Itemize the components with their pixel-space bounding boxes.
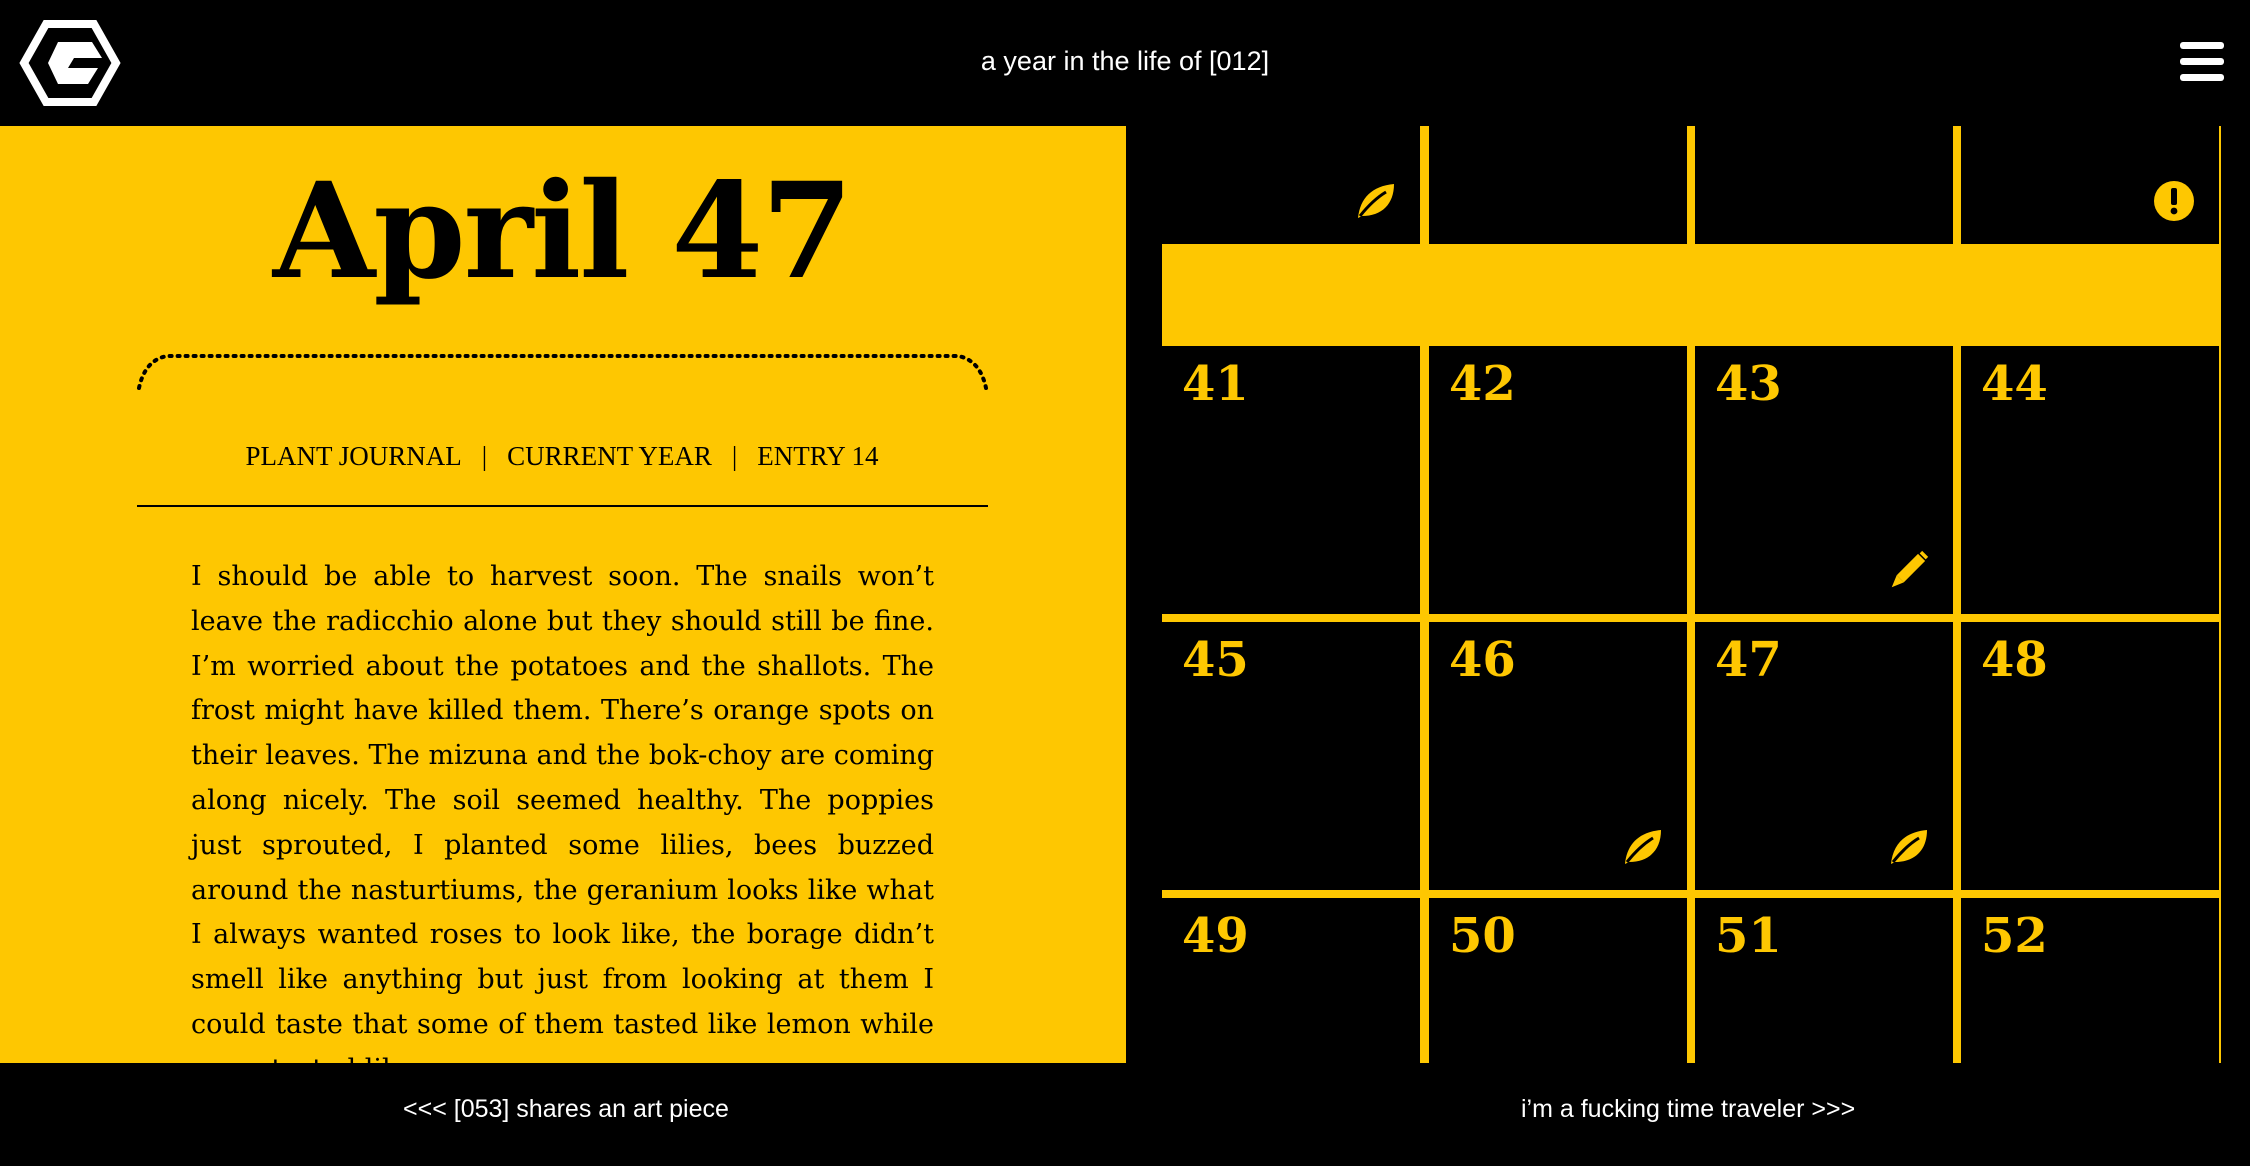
- gutter-right: [2221, 126, 2250, 1063]
- calendar-day-48[interactable]: [1961, 622, 2219, 890]
- day-number: 42: [1449, 356, 1516, 412]
- calendar-grid: [1162, 126, 2221, 1063]
- calendar-day-45[interactable]: [1162, 622, 1420, 890]
- calendar-day-44[interactable]: [1961, 346, 2219, 614]
- calendar-day-43[interactable]: [1695, 346, 1953, 614]
- meta-rule: [137, 505, 988, 507]
- exclamation-icon: [2153, 180, 2195, 222]
- day-number: 48: [1981, 632, 2048, 688]
- meta-entry: ENTRY 14: [757, 441, 879, 471]
- day-number: 47: [1715, 632, 1782, 688]
- gutter: [1126, 126, 1162, 1063]
- meta-journal: PLANT JOURNAL: [245, 441, 462, 471]
- prev-entry-link[interactable]: <<< [053] shares an art piece: [403, 1095, 729, 1123]
- day-number: 50: [1449, 908, 1516, 964]
- entry-body: I should be able to harvest soon. The snails won’t leave the radicchio alone but they should still be fine. I’m worried about the potatoes and the shallots. The frost might have killed them. There’s orange spots on their leaves. The mizuna and the bok-choy are coming along nicely. The soil seemed healthy. The poppies just sprouted, I planted some lilies, bees buzzed around the nasturtiums, the geranium looks like what I always wanted roses to look like, the borage didn’t smell like anything but just from looking at them I could taste that some of them tasted like lemon while: [191, 561, 934, 1040]
- entry-panel: [0, 126, 1124, 1063]
- leaf-icon: [1354, 180, 1396, 222]
- leaf-icon: [1887, 826, 1929, 868]
- day-number: 41: [1182, 356, 1249, 412]
- day-number: 46: [1449, 632, 1516, 688]
- hamburger-menu-icon[interactable]: [2180, 42, 2224, 82]
- day-number: 43: [1715, 356, 1782, 412]
- site-title: a year in the life of [012]: [980, 46, 1270, 76]
- calendar-day-42[interactable]: [1429, 346, 1687, 614]
- entry-meta: [0, 441, 1124, 472]
- meta-year: CURRENT YEAR: [507, 441, 712, 471]
- entry-title: April 47: [272, 154, 852, 309]
- calendar-day-41[interactable]: [1162, 346, 1420, 614]
- next-entry-link[interactable]: i’m a fucking time traveler >>>: [1521, 1095, 1856, 1123]
- day-number: 49: [1182, 908, 1249, 964]
- meta-separator: |: [731, 441, 738, 471]
- calendar-day-47[interactable]: [1695, 622, 1953, 890]
- pencil-icon: [1887, 550, 1929, 592]
- footer: [0, 1063, 2250, 1154]
- dotted-divider: [137, 352, 988, 390]
- calendar-day-46[interactable]: [1429, 622, 1687, 890]
- header: [0, 0, 2250, 126]
- day-number: 51: [1715, 908, 1782, 964]
- day-number: 44: [1981, 356, 2048, 412]
- day-number: 52: [1981, 908, 2048, 964]
- day-number: 45: [1182, 632, 1249, 688]
- leaf-icon: [1621, 826, 1663, 868]
- meta-separator: |: [481, 441, 488, 471]
